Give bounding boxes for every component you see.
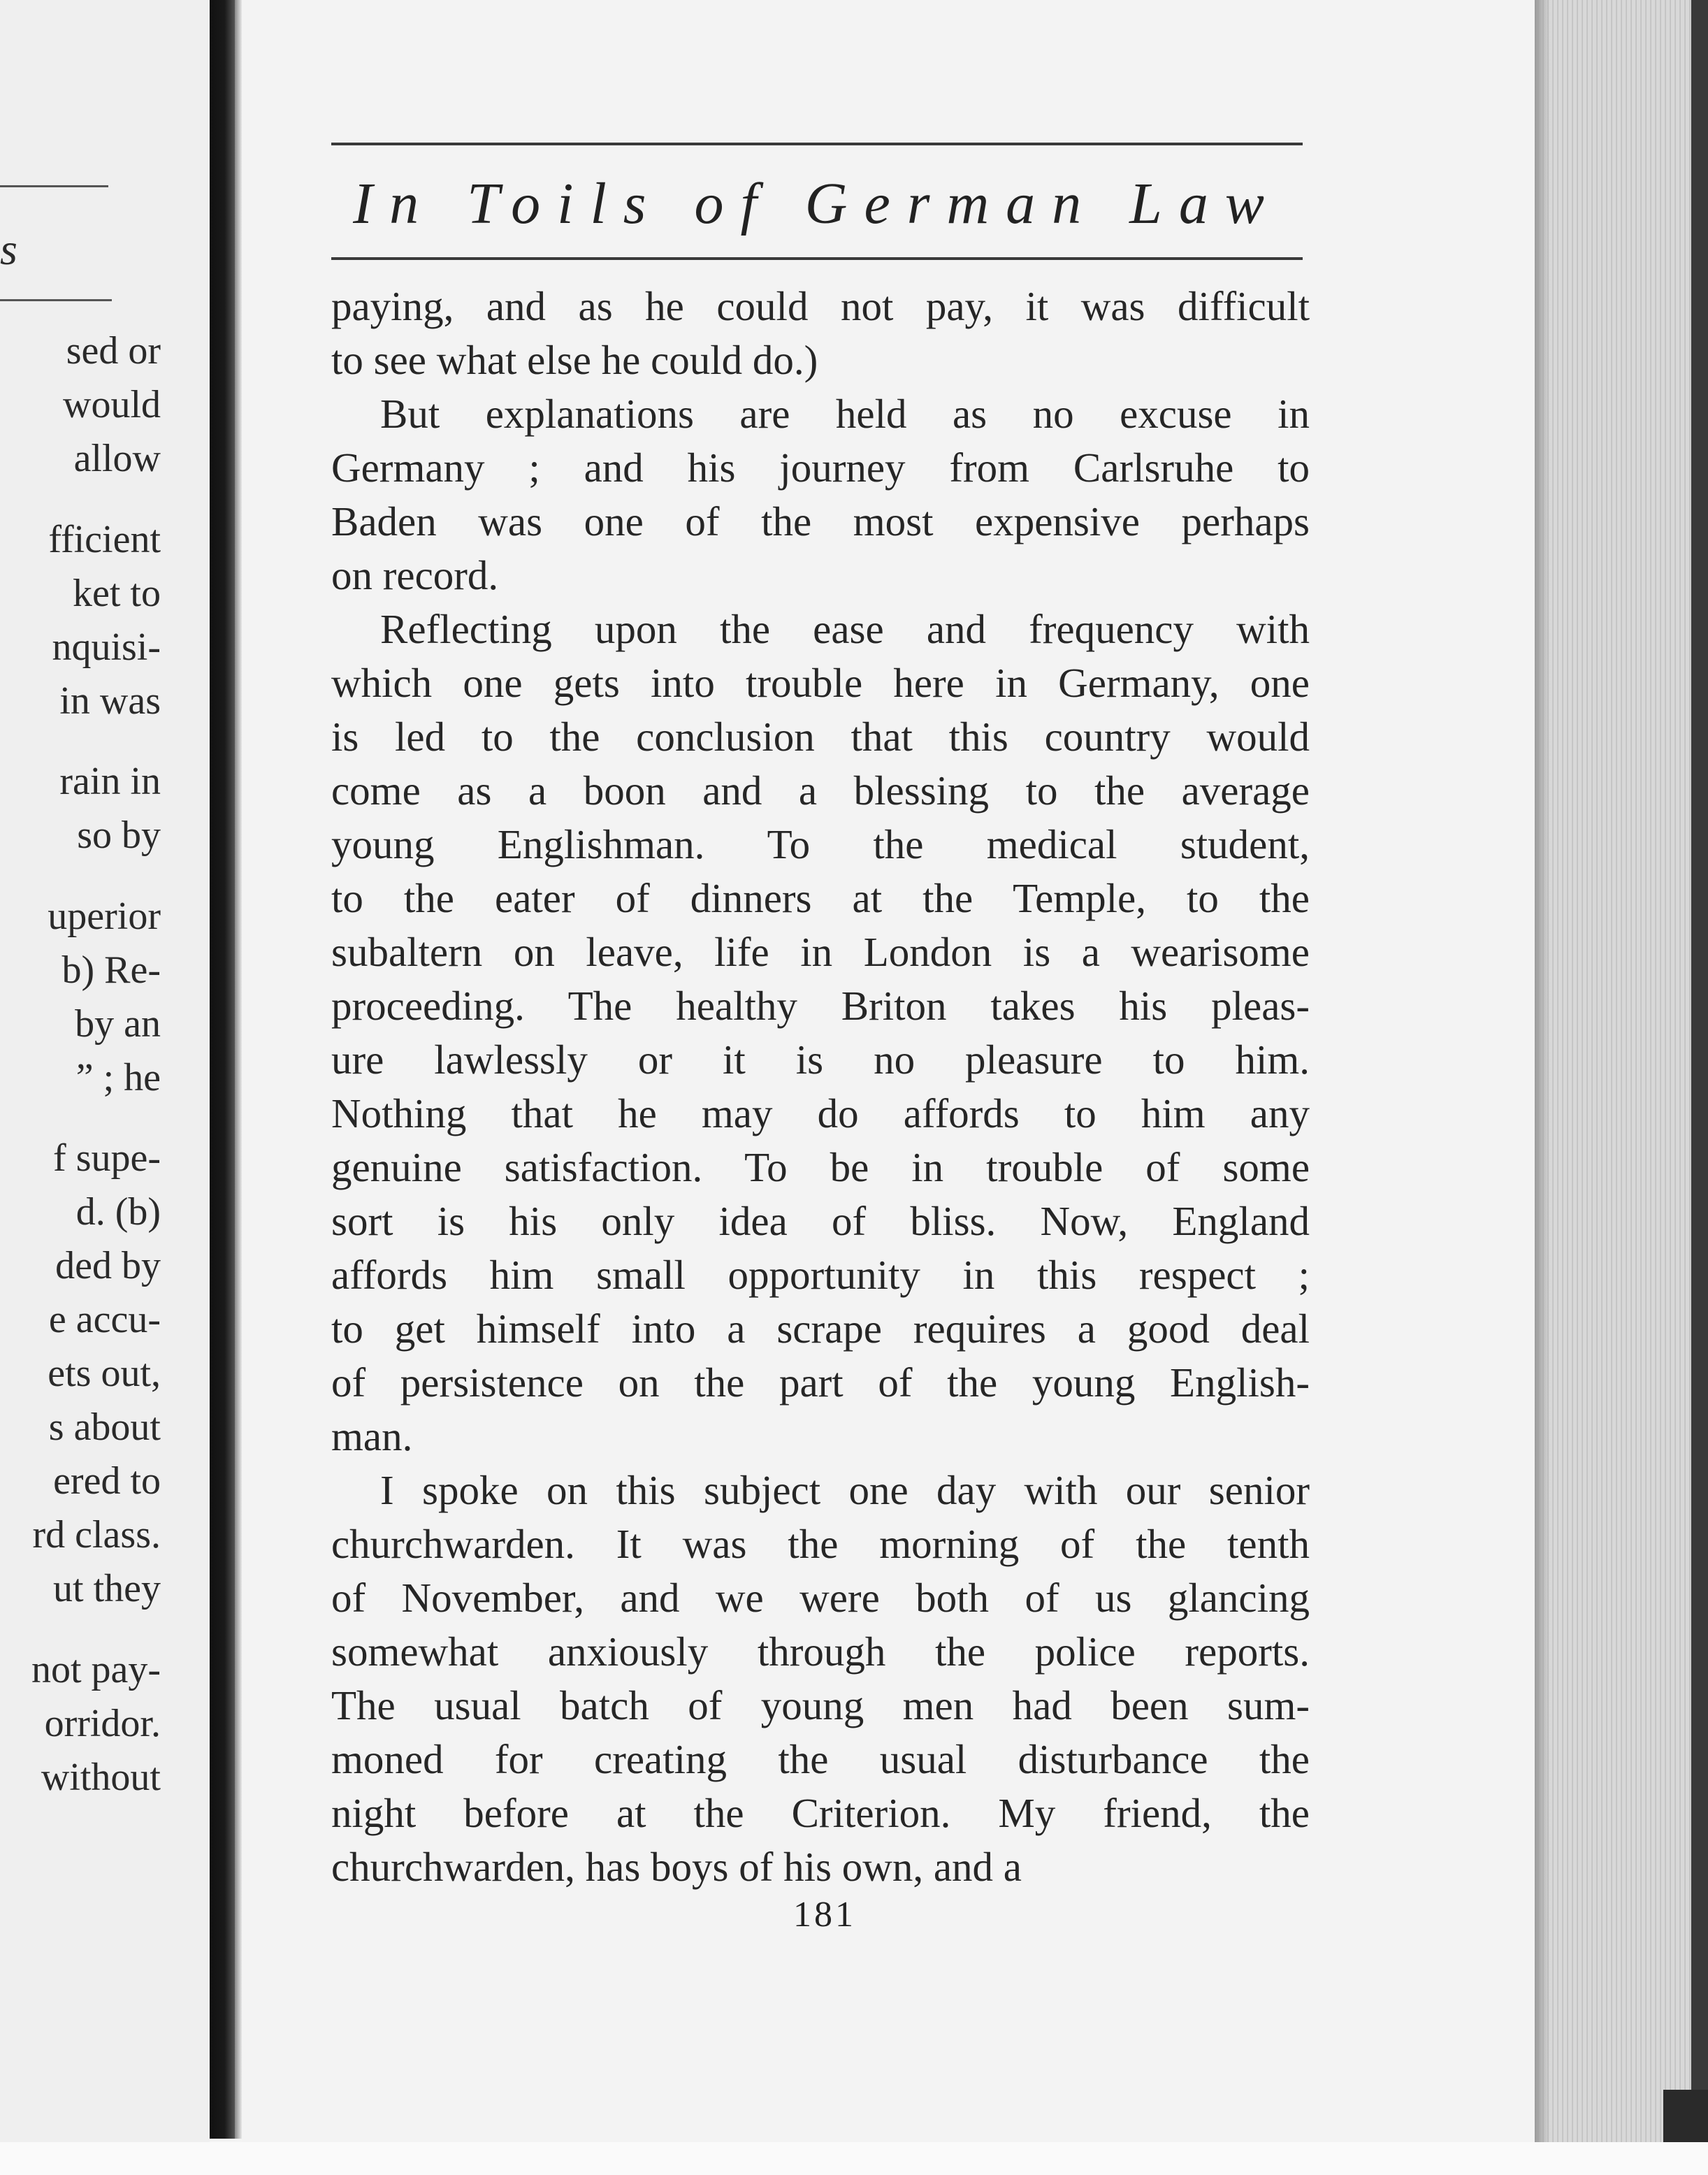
paragraph xyxy=(331,387,1310,602)
left-page-line: ered to xyxy=(53,1459,161,1503)
text-line: night before at the Criterion. My friend, the xyxy=(331,1790,1310,1836)
left-page-line: not pay- xyxy=(31,1647,161,1691)
left-page-line: would xyxy=(63,383,161,426)
text-line: paying, and as he could not pay, it was difficult xyxy=(331,283,1310,329)
text-line: churchwarden, has boys of his own, and a xyxy=(331,1844,1022,1890)
text-line: subaltern on leave, life in London is a wearisome xyxy=(331,929,1310,975)
body-text xyxy=(331,280,1310,1894)
left-page-line: fficient xyxy=(48,517,161,561)
left-page-running-head: s xyxy=(0,224,17,274)
left-page-line: s about xyxy=(48,1406,161,1449)
paragraph xyxy=(331,602,1310,1464)
left-page-top-rule xyxy=(0,185,108,187)
header-bottom-rule xyxy=(331,257,1303,260)
running-head: In Toils of German Law xyxy=(353,171,1281,236)
bottom-margin xyxy=(0,2142,1708,2175)
page-edges-shadow xyxy=(1535,0,1550,2146)
left-page-line: ket to xyxy=(73,571,161,615)
left-page-line: d. (b) xyxy=(75,1190,161,1234)
left-page-line: uperior xyxy=(48,894,161,938)
left-page-line: ” ; he xyxy=(75,1055,161,1099)
page-number: 181 xyxy=(793,1895,856,1935)
cover-edge xyxy=(1691,0,1708,2146)
left-page-line: e accu- xyxy=(48,1298,161,1341)
text-line: is led to the conclusion that this country would xyxy=(331,714,1310,760)
left-page-line: ets out, xyxy=(48,1352,161,1395)
paragraph xyxy=(331,1464,1310,1894)
left-page-line: f supe- xyxy=(53,1136,161,1180)
text-line: moned for creating the usual disturbance the xyxy=(331,1736,1310,1782)
gutter-edge xyxy=(235,0,242,2139)
book-gutter xyxy=(210,0,235,2139)
cover-corner xyxy=(1663,2090,1708,2146)
paragraph xyxy=(331,280,1310,387)
text-line: to see what else he could do.) xyxy=(331,337,818,383)
left-page-line: sed or xyxy=(66,329,161,373)
text-line: of November, and we were both of us glancing xyxy=(331,1575,1310,1621)
left-page-line: rain in xyxy=(59,760,161,803)
text-line: Germany ; and his journey from Carlsruhe to xyxy=(331,445,1310,491)
page-edges xyxy=(1535,0,1708,2146)
text-line: I spoke on this subject one day with our senior xyxy=(380,1467,1310,1513)
left-page-line: allow xyxy=(73,437,161,480)
left-page-line: so by xyxy=(77,814,161,857)
text-line: churchwarden. It was the morning of the tenth xyxy=(331,1521,1310,1567)
text-line: Reflecting upon the ease and frequency with xyxy=(380,606,1310,652)
left-page-line: by an xyxy=(75,1002,161,1046)
left-page-line: ded by xyxy=(55,1244,161,1287)
text-line: come as a boon and a blessing to the average xyxy=(331,767,1310,814)
text-line: man. xyxy=(331,1413,413,1459)
left-page-line: in was xyxy=(59,679,161,723)
left-page-bottom-rule xyxy=(0,299,112,301)
left-page-line: rd class. xyxy=(32,1513,161,1556)
text-line: But explanations are held as no excuse in xyxy=(380,391,1310,437)
left-page-line: nquisi- xyxy=(52,625,161,669)
text-line: proceeding. The healthy Briton takes his pleas- xyxy=(331,983,1310,1029)
text-line: somewhat anxiously through the police reports. xyxy=(331,1628,1310,1675)
text-line: ure lawlessly or it is no pleasure to him. xyxy=(331,1036,1310,1083)
text-line: Baden was one of the most expensive perhaps xyxy=(331,498,1310,544)
text-line: to the eater of dinners at the Temple, to the xyxy=(331,875,1310,921)
left-page-line: without xyxy=(41,1755,161,1799)
left-page-line: ut they xyxy=(53,1567,161,1610)
text-line: Nothing that he may do affords to him any xyxy=(331,1090,1310,1136)
text-line: affords him small opportunity in this respect ; xyxy=(331,1252,1310,1298)
text-line: on record. xyxy=(331,552,499,598)
header-top-rule xyxy=(331,143,1303,145)
text-line: The usual batch of young men had been sum- xyxy=(331,1682,1310,1728)
text-line: of persistence on the part of the young English- xyxy=(331,1359,1310,1406)
left-page-line: b) Re- xyxy=(61,948,161,992)
text-line: young Englishman. To the medical student, xyxy=(331,821,1310,867)
left-page-fragment xyxy=(0,0,210,2153)
text-line: genuine satisfaction. To be in trouble of some xyxy=(331,1144,1310,1190)
text-line: to get himself into a scrape requires a good deal xyxy=(331,1306,1310,1352)
text-line: sort is his only idea of bliss. Now, England xyxy=(331,1198,1310,1244)
left-page-line: orridor. xyxy=(44,1701,161,1745)
text-line: which one gets into trouble here in Germany, one xyxy=(331,660,1310,706)
